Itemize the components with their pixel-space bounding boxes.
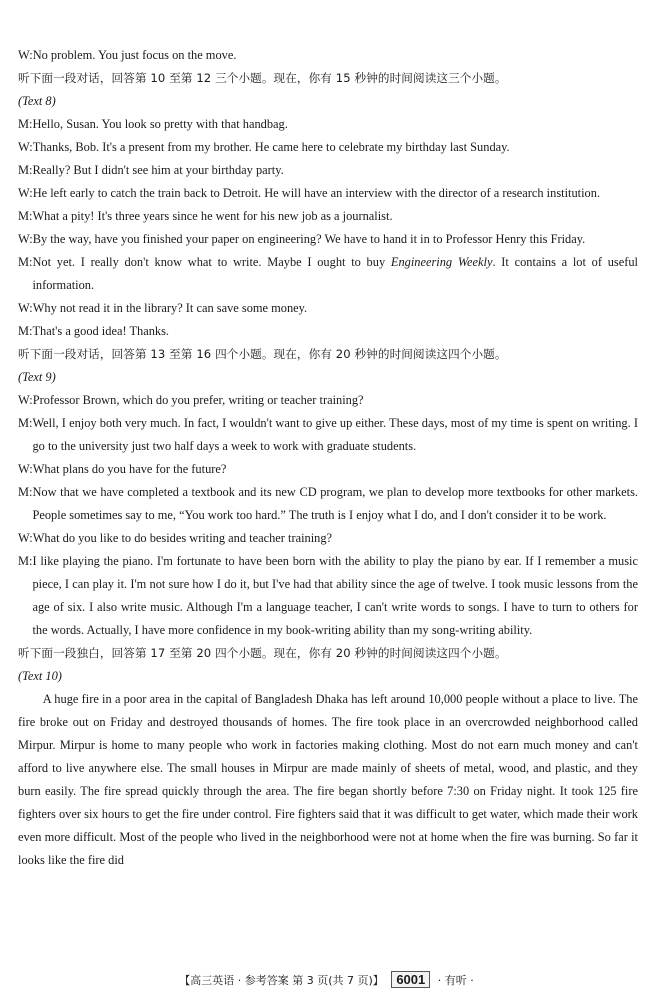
document-body <box>18 44 638 872</box>
dialog-text: No problem. You just focus on the move. <box>32 48 237 62</box>
dialog-line <box>18 113 638 136</box>
dialog-text-part: . It contains a lot of useful information. <box>32 255 638 292</box>
monologue-paragraph: A huge fire in a poor area in the capital of Bangladesh Dhaka has left around 10,000 people without a place to live. The fire broke out on Friday and destroyed thousands of homes. The fire took place in an overcrowded neighborhood called Mirpur. Mirpur is home to many people who work in factories making clothing. Most do not earn much money and can't afford to live anywhere else. The small houses in Mirpur are made mainly of sheets of metal, wood, and plastic, and they burn easily. The fire spread quickly through the area. The fire began shortly before 7:30 on Friday night. It took 125 fire fighters over six hours to get the fire under control. Fire fighters said that it was difficult to get water, which made their work even more difficult. Most of the people who lived in the neighborhood were not at home when the fire was burning. So far it looks like the fire did <box>18 692 638 867</box>
speaker-label: M: <box>18 324 33 338</box>
speaker-label: M: <box>18 416 33 430</box>
dialog-line <box>18 412 638 458</box>
dialog-text: What a pity! It's three years since he went for his new job as a journalist. <box>32 209 393 223</box>
dialog-text: Well, I enjoy both very much. In fact, I wouldn't want to give up either. These days, most of my time is spent on writing. I go to the university just two half days a week to work with graduate students. <box>32 416 638 453</box>
speaker-label: W: <box>18 140 33 154</box>
dialog-line <box>18 481 638 527</box>
dialog-line <box>18 44 638 67</box>
speaker-label: M: <box>18 163 33 177</box>
dialog-line <box>18 136 638 159</box>
dialog-text-part: Not yet. I really don't know what to write. Maybe I ought to buy <box>32 255 391 269</box>
dialog-text: Thanks, Bob. It's a present from my brother. He came here to celebrate my birthday last Sunday. <box>32 140 510 154</box>
dialog-line <box>18 182 638 205</box>
footer-code: 6001 <box>391 971 430 988</box>
text-label: (Text 9) <box>18 370 56 384</box>
page-footer <box>0 971 653 988</box>
dialog-text: That's a good idea! Thanks. <box>32 324 170 338</box>
dialog-text: Hello, Susan. You look so pretty with that handbag. <box>32 117 288 131</box>
dialog-text <box>32 251 638 297</box>
magazine-title: Engineering Weekly <box>390 255 493 269</box>
dialog-line <box>18 228 638 251</box>
footer-brand: · 有听 · <box>437 974 474 987</box>
text-label: (Text 10) <box>18 669 62 683</box>
speaker-label: W: <box>18 393 33 407</box>
speaker-label: W: <box>18 531 33 545</box>
speaker-label: W: <box>18 48 33 62</box>
dialog-text: Professor Brown, which do you prefer, writing or teacher training? <box>32 393 364 407</box>
listening-instruction: 听下面一段独白，回答第 17 至第 20 四个小题。现在，你有 20 秒钟的时间阅读这四个小题。 <box>18 646 507 660</box>
dialog-text: I like playing the piano. I'm fortunate to have been born with the ability to play the piano by ear. If I remember a music piece, I can play it. I'm not sure how I do it, but I've had that ability since the age of twelve. I took music lessons from the age of six. I also write music. Although I'm a language teacher, I can't write words to songs. I have to turn to others for the words. Actually, I have more confidence in my book-writing ability than my song-writing ability. <box>32 554 638 637</box>
dialog-line <box>18 320 638 343</box>
speaker-label: W: <box>18 301 33 315</box>
dialog-line <box>18 251 638 297</box>
speaker-label: W: <box>18 232 33 246</box>
dialog-text: Why not read it in the library? It can save some money. <box>32 301 308 315</box>
dialog-text: He left early to catch the train back to Detroit. He will have an interview with the director of a research institution. <box>32 186 601 200</box>
dialog-text: What do you like to do besides writing and teacher training? <box>32 531 333 545</box>
listening-instruction: 听下面一段对话，回答第 10 至第 12 三个小题。现在，你有 15 秒钟的时间阅读这三个小题。 <box>18 71 507 85</box>
text-label: (Text 8) <box>18 94 56 108</box>
dialog-line <box>18 458 638 481</box>
dialog-line <box>18 297 638 320</box>
dialog-text: By the way, have you finished your paper on engineering? We have to hand it in to Professor Henry this Friday. <box>32 232 586 246</box>
listening-instruction: 听下面一段对话，回答第 13 至第 16 四个小题。现在，你有 20 秒钟的时间阅读这四个小题。 <box>18 347 507 361</box>
speaker-label: M: <box>18 485 33 499</box>
footer-page-info: 【高三英语 · 参考答案 第 3 页(共 7 页)】 <box>179 974 384 987</box>
speaker-label: M: <box>18 255 33 269</box>
dialog-line <box>18 527 638 550</box>
dialog-line <box>18 389 638 412</box>
speaker-label: W: <box>18 186 33 200</box>
speaker-label: M: <box>18 554 33 568</box>
dialog-text: What plans do you have for the future? <box>32 462 227 476</box>
dialog-text: Now that we have completed a textbook and its new CD program, we plan to develop more textbooks for other markets. People sometimes say to me, “You work too hard.” The truth is I enjoy what I do, and I don't consider it to be work. <box>32 485 638 522</box>
dialog-line <box>18 205 638 228</box>
dialog-line <box>18 159 638 182</box>
speaker-label: W: <box>18 462 33 476</box>
speaker-label: M: <box>18 209 33 223</box>
dialog-line <box>18 550 638 642</box>
speaker-label: M: <box>18 117 33 131</box>
dialog-text: Really? But I didn't see him at your birthday party. <box>32 163 284 177</box>
